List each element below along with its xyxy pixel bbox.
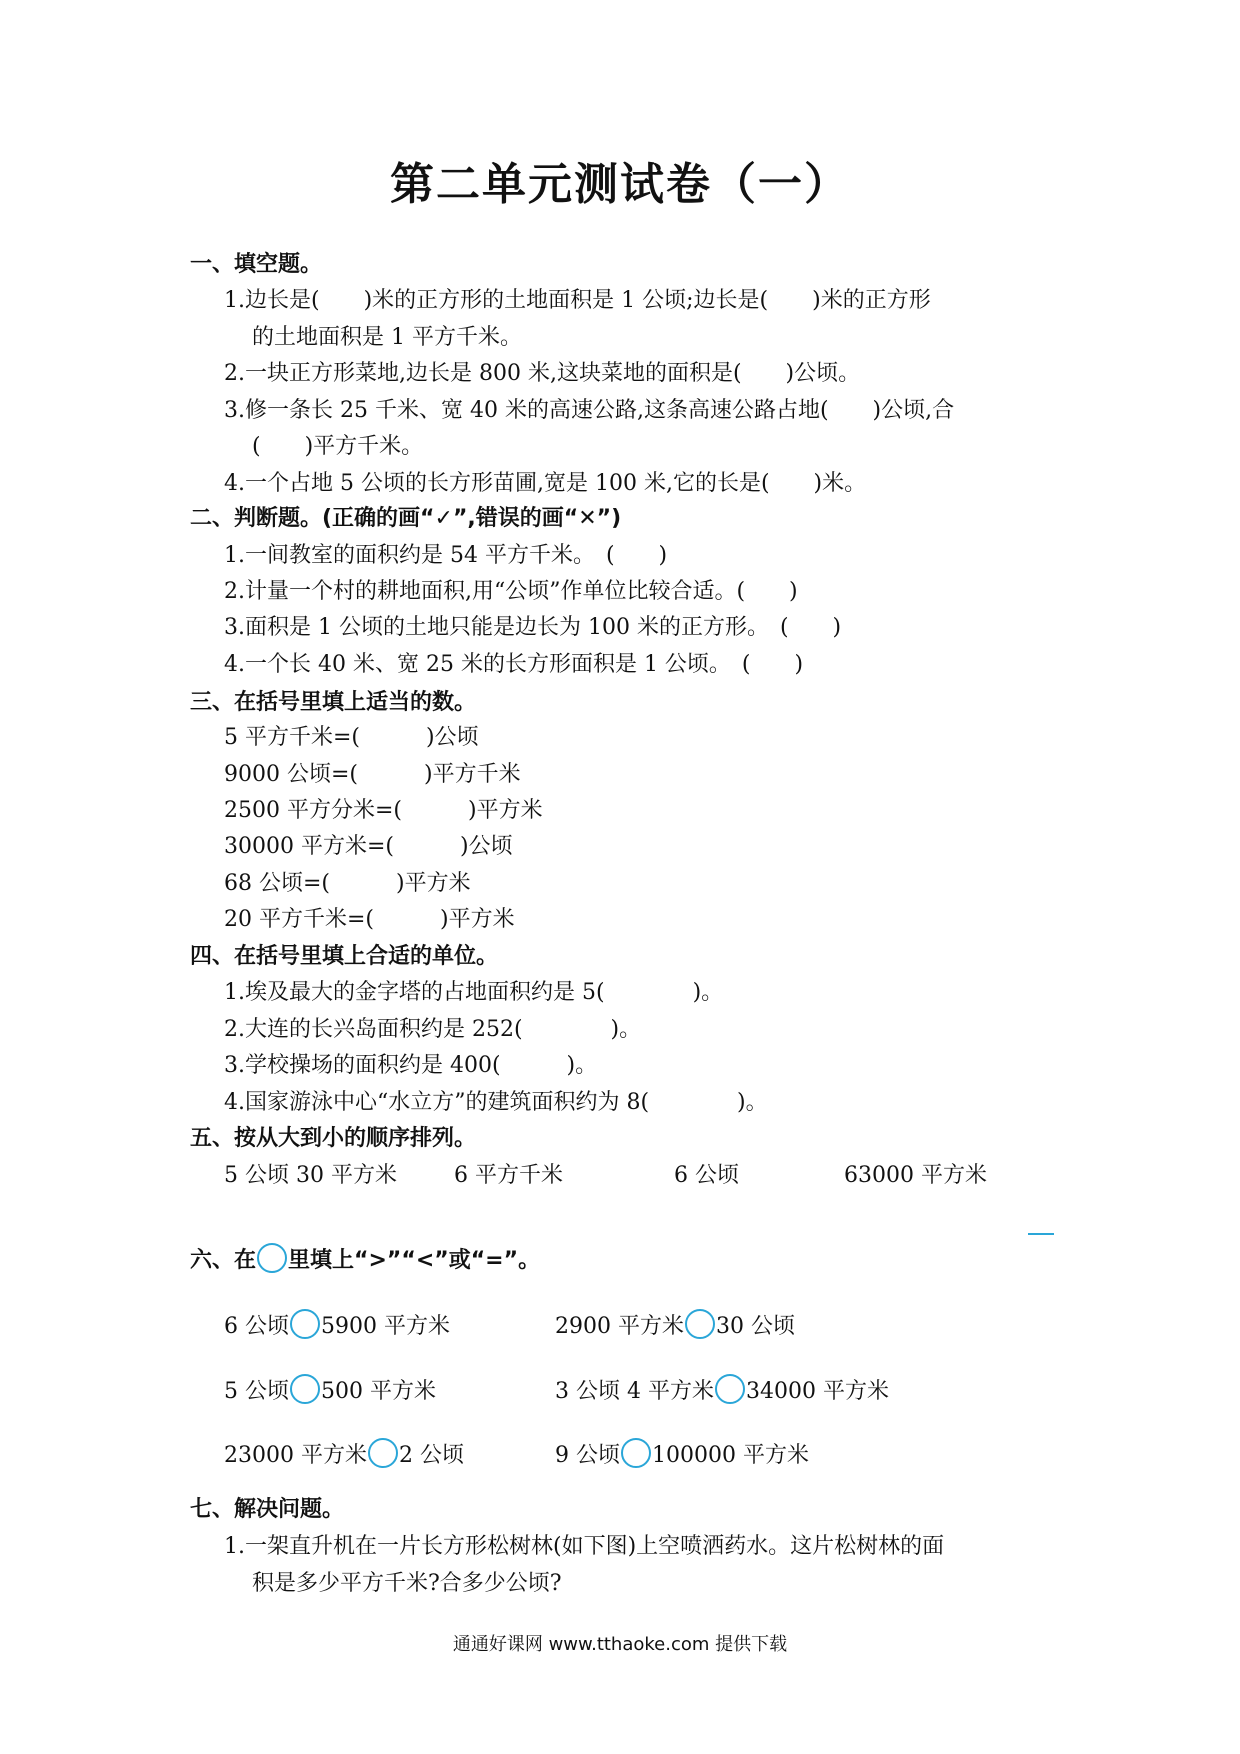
s6-compare-right — [555, 1309, 795, 1340]
circle-icon — [257, 1243, 287, 1273]
s1-question-3-cont: ( )平方千米。 — [252, 434, 424, 459]
section-4-heading: 四、在括号里填上合适的单位。 — [190, 944, 499, 969]
s5-item: 6 公顷 — [674, 1163, 739, 1188]
s6-value: 34000 平方米 — [745, 1379, 889, 1404]
s4-question-3: 3.学校操场的面积约是 400( )。 — [224, 1053, 598, 1078]
s3-item: 30000 平方米=( )公顷 — [224, 834, 513, 859]
s6-value: 100000 平方米 — [652, 1443, 809, 1468]
s6-value: 23000 平方米 — [224, 1443, 367, 1468]
s6-compare-left — [224, 1374, 436, 1405]
s6-compare-left — [224, 1438, 464, 1469]
s6-heading-part-b: 里填上“>”“<”或“=”。 — [288, 1248, 541, 1273]
s3-item: 9000 公顷=( )平方千米 — [224, 762, 521, 787]
s1-question-4: 4.一个占地 5 公顷的长方形苗圃,宽是 100 米,它的长是( )米。 — [224, 471, 867, 496]
s2-question-1: 1.一间教室的面积约是 54 平方千米。 ( ) — [224, 543, 668, 568]
compare-circle[interactable] — [290, 1309, 320, 1339]
s6-compare-right — [555, 1438, 809, 1469]
compare-circle[interactable] — [685, 1309, 715, 1339]
s6-compare-left — [224, 1309, 450, 1340]
s5-item: 63000 平方米 — [844, 1163, 987, 1188]
s6-value: 2900 平方米 — [555, 1314, 684, 1339]
s1-question-3: 3.修一条长 25 千米、宽 40 米的高速公路,这条高速公路占地( )公顷,合 — [224, 398, 955, 423]
section-1-heading: 一、填空题。 — [190, 252, 323, 277]
s1-question-2: 2.一块正方形菜地,边长是 800 米,这块菜地的面积是( )公顷。 — [224, 361, 861, 386]
compare-circle[interactable] — [290, 1374, 320, 1404]
s5-item: 6 平方千米 — [454, 1163, 563, 1188]
footer-credit: 通通好课网 www.tthaoke.com 提供下载 — [452, 1634, 788, 1655]
s4-question-2: 2.大连的长兴岛面积约是 252( )。 — [224, 1017, 642, 1042]
s2-question-2: 2.计量一个村的耕地面积,用“公顷”作单位比较合适。( ) — [224, 579, 798, 604]
s6-value: 2 公顷 — [398, 1443, 464, 1468]
s6-heading-part-a: 六、在 — [190, 1248, 257, 1273]
s6-value: 9 公顷 — [555, 1443, 620, 1468]
section-6-heading — [190, 1243, 540, 1274]
compare-circle[interactable] — [368, 1438, 398, 1468]
s3-item: 20 平方千米=( )平方米 — [224, 907, 515, 932]
compare-circle[interactable] — [621, 1438, 651, 1468]
section-5-heading: 五、按从大到小的顺序排列。 — [190, 1126, 477, 1151]
s3-item: 5 平方千米=( )公顷 — [224, 725, 479, 750]
s6-compare-right — [555, 1374, 889, 1405]
s7-question-1: 1.一架直升机在一片长方形松树林(如下图)上空喷洒药水。这片松树林的面 — [224, 1534, 945, 1559]
s4-question-4: 4.国家游泳中心“水立方”的建筑面积约为 8( )。 — [224, 1090, 768, 1115]
s3-item: 2500 平方分米=( )平方米 — [224, 798, 543, 823]
section-7-heading: 七、解决问题。 — [190, 1497, 345, 1522]
s6-value: 500 平方米 — [321, 1379, 436, 1404]
s6-value: 5900 平方米 — [321, 1314, 450, 1339]
s6-value: 6 公顷 — [224, 1314, 289, 1339]
s1-question-1-cont: 的土地面积是 1 平方千米。 — [252, 325, 522, 350]
section-3-heading: 三、在括号里填上适当的数。 — [190, 690, 477, 715]
s3-item: 68 公顷=( )平方米 — [224, 871, 471, 896]
compare-circle[interactable] — [715, 1374, 745, 1404]
s7-question-1-cont: 积是多少平方千米?合多少公顷? — [252, 1571, 562, 1596]
s2-question-4: 4.一个长 40 米、宽 25 米的长方形面积是 1 公顷。 ( ) — [224, 652, 804, 677]
decorative-dash — [1028, 1233, 1054, 1235]
s5-item: 5 公顷 30 平方米 — [224, 1163, 397, 1188]
s6-value: 5 公顷 — [224, 1379, 289, 1404]
page-title: 第二单元测试卷（一） — [390, 159, 850, 210]
s4-question-1: 1.埃及最大的金字塔的占地面积约是 5( )。 — [224, 980, 724, 1005]
section-2-heading: 二、判断题。(正确的画“✓”,错误的画“✕”) — [190, 506, 622, 531]
s6-value: 3 公顷 4 平方米 — [555, 1379, 714, 1404]
s6-value: 30 公顷 — [715, 1314, 795, 1339]
s2-question-3: 3.面积是 1 公顷的土地只能是边长为 100 米的正方形。 ( ) — [224, 615, 842, 640]
s1-question-1: 1.边长是( )米的正方形的土地面积是 1 公顷;边长是( )米的正方形 — [224, 288, 931, 313]
